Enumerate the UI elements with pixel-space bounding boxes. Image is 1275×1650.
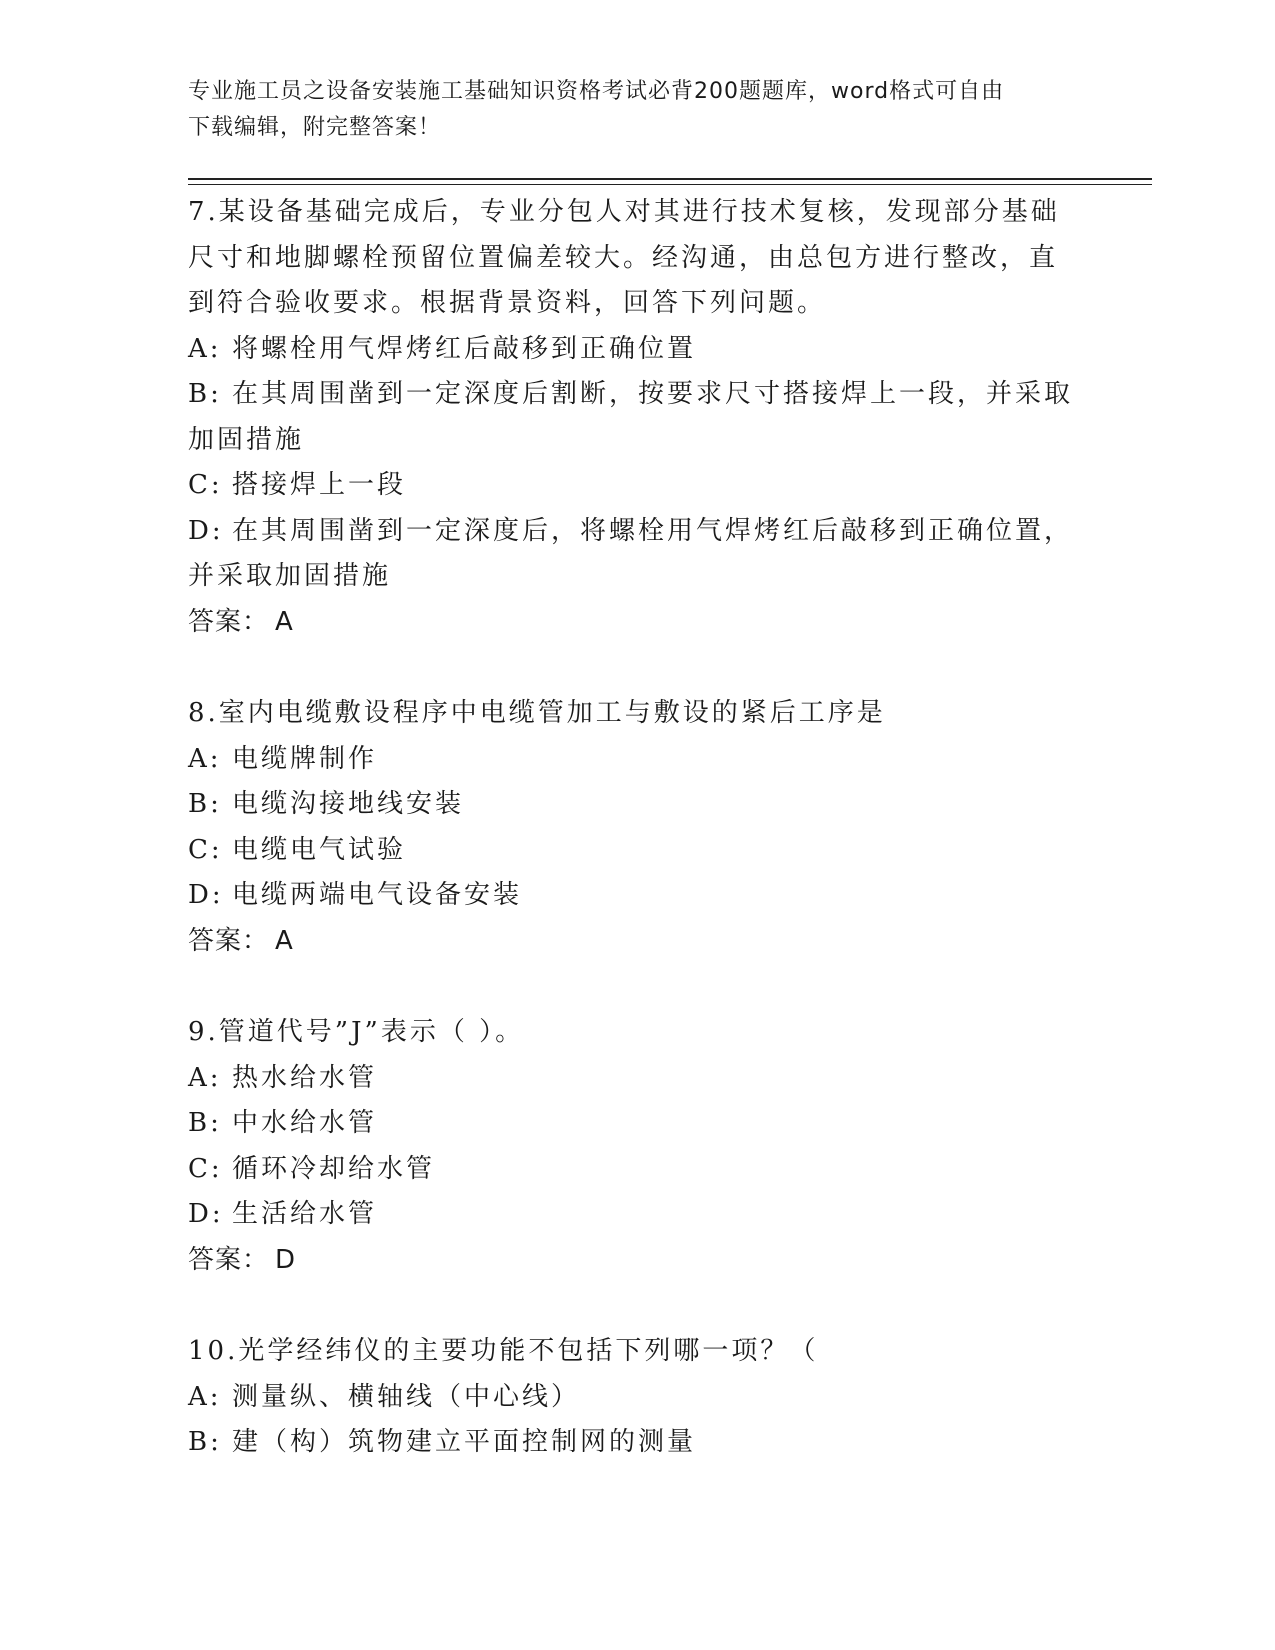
answer-line	[188, 600, 1088, 646]
option-c	[188, 828, 1088, 874]
option-text: 搭接焊上一段	[232, 470, 407, 500]
option-letter: A:	[188, 1381, 222, 1412]
option-d	[188, 554, 1088, 600]
option-text: 电缆电气试验	[232, 834, 407, 865]
option-a	[188, 327, 1088, 373]
answer-value: D	[275, 1244, 297, 1275]
option-letter: D:	[188, 880, 224, 910]
option-letter: D:	[188, 1199, 224, 1229]
option-b	[188, 1420, 1088, 1466]
option-text: 生活给水管	[232, 1199, 378, 1229]
option-letter: B:	[188, 379, 222, 409]
option-text: 测量纵、横轴线（中心线）	[232, 1381, 581, 1412]
option-text: 电缆牌制作	[232, 743, 378, 774]
option-b	[188, 1101, 1088, 1147]
header-line-1: 专业施工员之设备安装施工基础知识资格考试必背200题题库，word格式可自由	[188, 79, 1005, 104]
option-a	[188, 1056, 1088, 1102]
option-letter: C:	[188, 1153, 223, 1184]
question-block	[188, 1010, 1088, 1283]
option-a	[188, 1375, 1088, 1421]
option-d	[188, 1192, 1088, 1238]
option-text: 在其周围凿到一定深度后割断，按要求尺寸搭接焊上一段，并采取	[232, 379, 1074, 409]
option-letter: A:	[188, 743, 222, 774]
option-text: 在其周围凿到一定深度后，将螺栓用气焊烤红后敲移到正确位置，	[232, 515, 1074, 546]
question-block	[188, 691, 1088, 964]
question-text-line: 8.室内电缆敷设程序中电缆管加工与敷设的紧后工序是	[188, 698, 886, 728]
header-divider-thin	[188, 184, 1152, 185]
header-line-2: 下载编辑，附完整答案！	[188, 115, 442, 140]
option-c	[188, 463, 1088, 509]
option-d	[188, 873, 1088, 919]
document-header	[188, 74, 1068, 146]
option-text: 循环冷却给水管	[232, 1153, 436, 1184]
answer-line	[188, 1238, 1088, 1284]
option-d	[188, 509, 1088, 555]
answer-label: 答案：	[188, 925, 270, 956]
option-letter: B:	[188, 1427, 222, 1457]
question-text-line: 7.某设备基础完成后，专业分包人对其进行技术复核，发现部分基础	[188, 197, 1060, 227]
question-text-line: 9.管道代号”J”表示（ ）。	[188, 1017, 525, 1047]
option-b	[188, 418, 1088, 464]
option-letter: D:	[188, 515, 224, 546]
option-text: 电缆两端电气设备安装	[232, 880, 523, 910]
option-letter: A:	[188, 1062, 222, 1093]
option-letter: A:	[188, 333, 222, 364]
answer-label: 答案：	[188, 1244, 270, 1275]
option-letter: B:	[188, 1108, 222, 1138]
option-text: 并采取加固措施	[188, 561, 392, 591]
question-text-line: 10.光学经纬仪的主要功能不包括下列哪一项？（	[188, 1336, 819, 1366]
question-list	[188, 190, 1088, 1512]
answer-value: A	[275, 925, 294, 956]
option-text: 加固措施	[188, 424, 305, 455]
option-text: 建（构）筑物建立平面控制网的测量	[232, 1427, 697, 1457]
answer-label: 答案：	[188, 606, 270, 637]
option-letter: B:	[188, 789, 222, 819]
option-b	[188, 372, 1088, 418]
question-block	[188, 190, 1088, 645]
option-b	[188, 782, 1088, 828]
option-c	[188, 1147, 1088, 1193]
question-text-line: 尺寸和地脚螺栓预留位置偏差较大。经沟通，由总包方进行整改，直	[188, 242, 1059, 273]
option-text: 热水给水管	[232, 1062, 378, 1093]
answer-line	[188, 919, 1088, 965]
option-text: 将螺栓用气焊烤红后敲移到正确位置	[232, 333, 697, 364]
question-block	[188, 1329, 1088, 1466]
option-letter: C:	[188, 470, 223, 500]
option-text: 电缆沟接地线安装	[232, 789, 465, 819]
answer-value: A	[275, 606, 294, 637]
option-a	[188, 737, 1088, 783]
option-text: 中水给水管	[232, 1108, 378, 1138]
question-text-line: 到符合验收要求。根据背景资料，回答下列问题。	[188, 288, 827, 318]
header-divider-thick	[188, 178, 1152, 180]
option-letter: C:	[188, 834, 223, 865]
